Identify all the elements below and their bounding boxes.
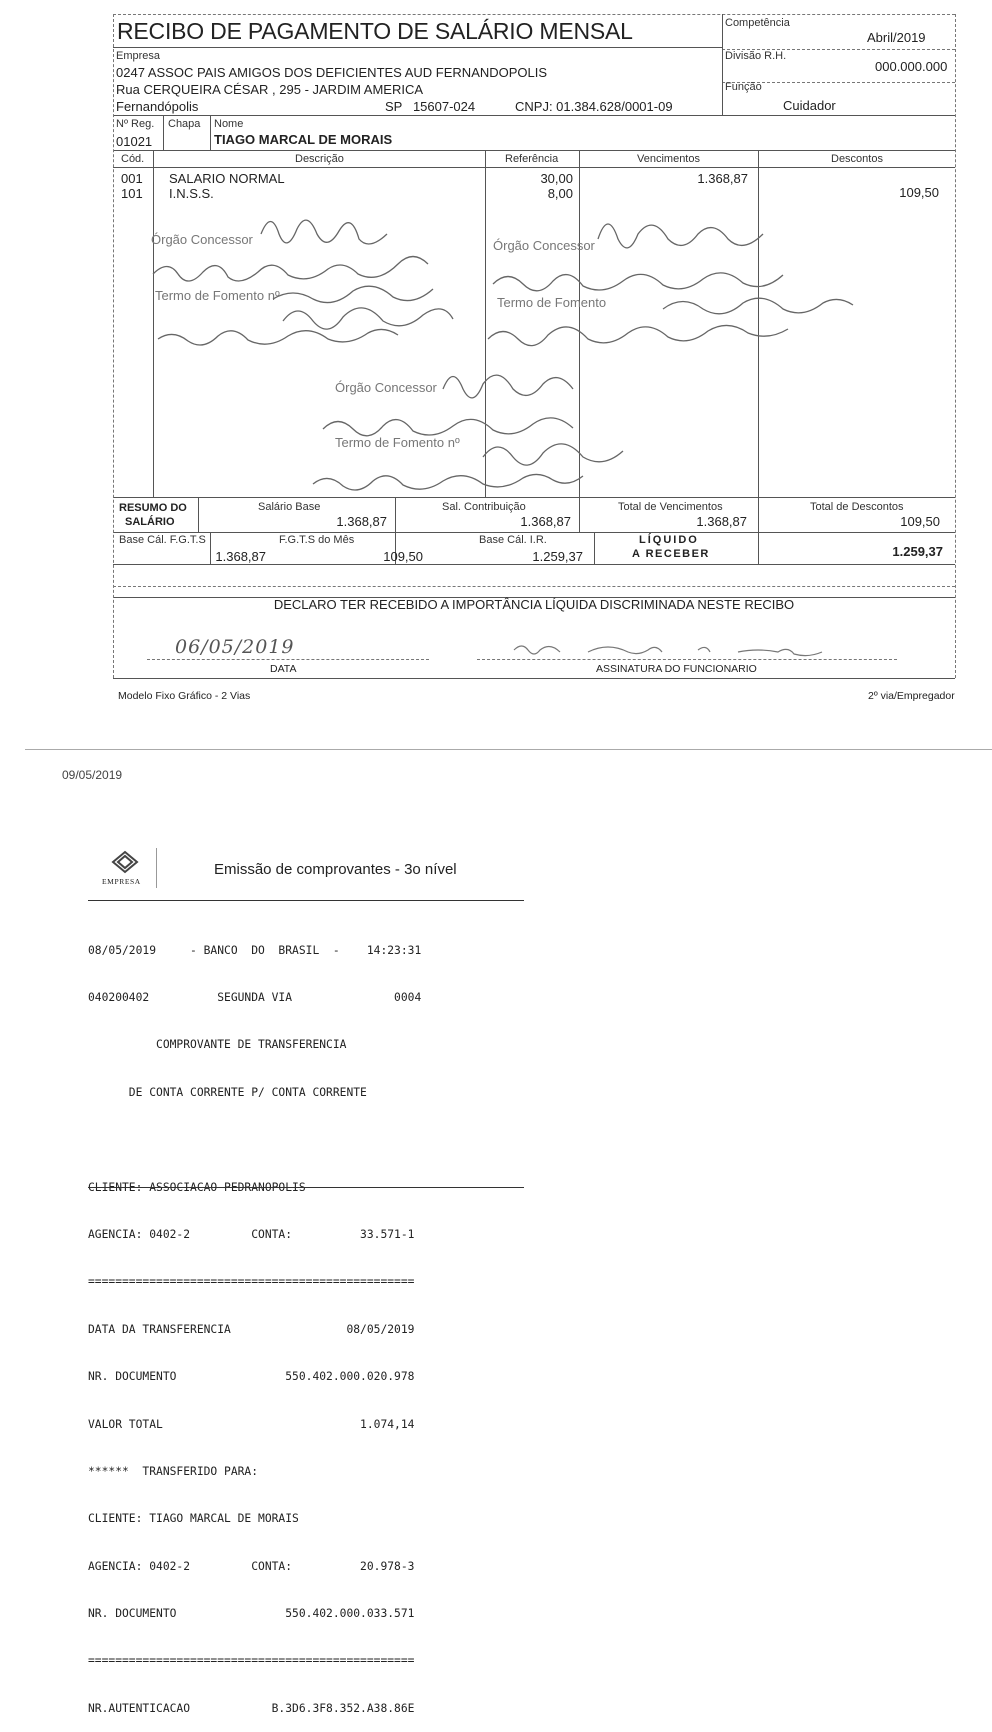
total-vencimentos-value: 1.368,87 bbox=[696, 514, 747, 529]
col-referencia: Referência bbox=[505, 153, 559, 165]
chapa-label: Chapa bbox=[168, 118, 201, 130]
salario-base-value: 1.368,87 bbox=[336, 514, 387, 529]
print-date: 09/05/2019 bbox=[62, 768, 123, 782]
payslip-title: RECIBO DE PAGAMENTO DE SALÁRIO MENSAL bbox=[117, 18, 633, 44]
receipt-line: CLIENTE: TIAGO MARCAL DE MORAIS bbox=[88, 1512, 299, 1526]
base-ir-label: Base Cál. I.R. bbox=[479, 534, 547, 546]
nreg-value: 01021 bbox=[116, 134, 153, 149]
receipt-body bbox=[88, 911, 421, 1732]
row1-descricao: SALARIO NORMAL bbox=[169, 171, 285, 186]
resumo-label-1: RESUMO DO bbox=[119, 502, 187, 514]
receipt-title: Emissão de comprovantes - 3o nível bbox=[214, 861, 457, 878]
uf-cep: SP 15607-024 bbox=[385, 99, 476, 114]
receipt-line: NR. DOCUMENTO 550.402.000.033.571 bbox=[88, 1607, 415, 1621]
payslip bbox=[113, 14, 955, 702]
receipt-line: DE CONTA CORRENTE P/ CONTA CORRENTE bbox=[88, 1085, 367, 1099]
cnpj: CNPJ: 01.384.628/0001-09 bbox=[515, 99, 673, 114]
receipt-line: VALOR TOTAL 1.074,14 bbox=[88, 1417, 415, 1431]
stamp2-orgao: Órgão Concessor bbox=[493, 238, 595, 253]
funcao-label: Função bbox=[725, 81, 762, 93]
receipt-line: AGENCIA: 0402-2 CONTA: 33.571-1 bbox=[88, 1227, 415, 1241]
col-cod: Cód. bbox=[121, 153, 145, 165]
signature-label: ASSINATURA DO FUNCIONARIO bbox=[596, 663, 757, 675]
base-fgts-value: 1.368,87 bbox=[215, 549, 266, 564]
cidade: Fernandópolis bbox=[116, 99, 199, 114]
handwritten-date: 06/05/2019 bbox=[175, 636, 295, 658]
receipt-bottom-rule bbox=[88, 1187, 524, 1188]
base-ir-value: 1.259,37 bbox=[532, 549, 583, 564]
nome-label: Nome bbox=[214, 118, 244, 130]
via-label: 2º via/Empregador bbox=[868, 690, 955, 702]
empresa-label: Empresa bbox=[116, 50, 161, 62]
stamp1-orgao: Órgão Concessor bbox=[151, 232, 253, 247]
receipt-line: DATA DA TRANSFERENCIA 08/05/2019 bbox=[88, 1322, 415, 1336]
receipt-separator: ================================================ bbox=[88, 1275, 415, 1289]
liquido-label-2: A RECEBER bbox=[632, 548, 710, 560]
row2-cod: 101 bbox=[121, 186, 143, 201]
row1-vencimentos: 1.368,87 bbox=[697, 171, 748, 186]
stamp2-termo: Termo de Fomento bbox=[497, 295, 607, 310]
receipt-line: NR.AUTENTICACAO B.3D6.3F8.352.A38.86E bbox=[88, 1701, 415, 1715]
competencia-value: Abril/2019 bbox=[867, 30, 926, 45]
declaration: DECLARO TER RECEBIDO A IMPORTÂNCIA LÍQUIDA DISCRIMINADA NESTE RECIBO bbox=[273, 597, 795, 612]
col-descricao: Descrição bbox=[295, 153, 344, 165]
stamp1-termo: Termo de Fomento nº bbox=[155, 288, 280, 303]
total-vencimentos-label: Total de Vencimentos bbox=[618, 501, 723, 513]
bank-logo-icon bbox=[108, 850, 142, 876]
total-descontos-label: Total de Descontos bbox=[810, 501, 904, 513]
competencia-label: Competência bbox=[725, 17, 790, 29]
bank-logo-caption: EMPRESA bbox=[102, 877, 141, 886]
col-descontos: Descontos bbox=[831, 153, 883, 165]
stamp3-termo: Termo de Fomento nº bbox=[335, 435, 460, 450]
page-separator bbox=[25, 749, 992, 750]
receipt-line: NR. DOCUMENTO 550.402.000.020.978 bbox=[88, 1370, 415, 1384]
row2-descricao: I.N.S.S. bbox=[169, 186, 214, 201]
salario-base-label: Salário Base bbox=[258, 501, 321, 513]
row1-referencia: 30,00 bbox=[540, 171, 573, 186]
sal-contribuicao-value: 1.368,87 bbox=[520, 514, 571, 529]
resumo-label-2: SALÁRIO bbox=[125, 516, 175, 528]
receipt-line bbox=[88, 1132, 421, 1148]
modelo-label: Modelo Fixo Gráfico - 2 Vias bbox=[118, 690, 251, 702]
receipt-line: COMPROVANTE DE TRANSFERENCIA bbox=[88, 1038, 347, 1052]
liquido-label-1: LÍQUIDO bbox=[639, 534, 699, 546]
row2-referencia: 8,00 bbox=[547, 186, 573, 201]
endereco: Rua CERQUEIRA CÉSAR , 295 - JARDIM AMERICA bbox=[116, 82, 424, 97]
nreg-label: Nº Reg. bbox=[116, 118, 155, 130]
receipt-line: AGENCIA: 0402-2 CONTA: 20.978-3 bbox=[88, 1559, 415, 1573]
row2-descontos: 109,50 bbox=[899, 185, 939, 200]
fgts-mes-value: 109,50 bbox=[383, 549, 423, 564]
row1-cod: 001 bbox=[121, 171, 143, 186]
handwriting-scribbles bbox=[143, 199, 903, 499]
receipt-separator: ================================================ bbox=[88, 1654, 415, 1668]
liquido-value: 1.259,37 bbox=[892, 544, 943, 559]
divisao-value: 000.000.000 bbox=[875, 59, 948, 74]
date-label: DATA bbox=[270, 663, 297, 675]
employee-name: TIAGO MARCAL DE MORAIS bbox=[214, 132, 393, 147]
total-descontos-value: 109,50 bbox=[900, 514, 940, 529]
base-fgts-label: Base Cál. F.G.T.S bbox=[119, 534, 206, 546]
receipt-line: CLIENTE: ASSOCIACAO PEDRANOPOLIS bbox=[88, 1180, 306, 1194]
empresa-value: 0247 ASSOC PAIS AMIGOS DOS DEFICIENTES AUD FERNANDOPOLIS bbox=[116, 65, 548, 80]
sal-contribuicao-label: Sal. Contribuição bbox=[442, 501, 526, 513]
receipt-line: 08/05/2019 - BANCO DO BRASIL - 14:23:31 bbox=[88, 943, 422, 957]
col-vencimentos: Vencimentos bbox=[637, 153, 700, 165]
funcao-value: Cuidador bbox=[783, 98, 836, 113]
divisao-label: Divisão R.H. bbox=[725, 50, 787, 62]
stamp3-orgao: Órgão Concessor bbox=[335, 380, 437, 395]
receipt-line: 040200402 SEGUNDA VIA 0004 bbox=[88, 990, 422, 1004]
fgts-mes-label: F.G.T.S do Mês bbox=[279, 534, 355, 546]
receipt-line: ****** TRANSFERIDO PARA: bbox=[88, 1464, 259, 1478]
